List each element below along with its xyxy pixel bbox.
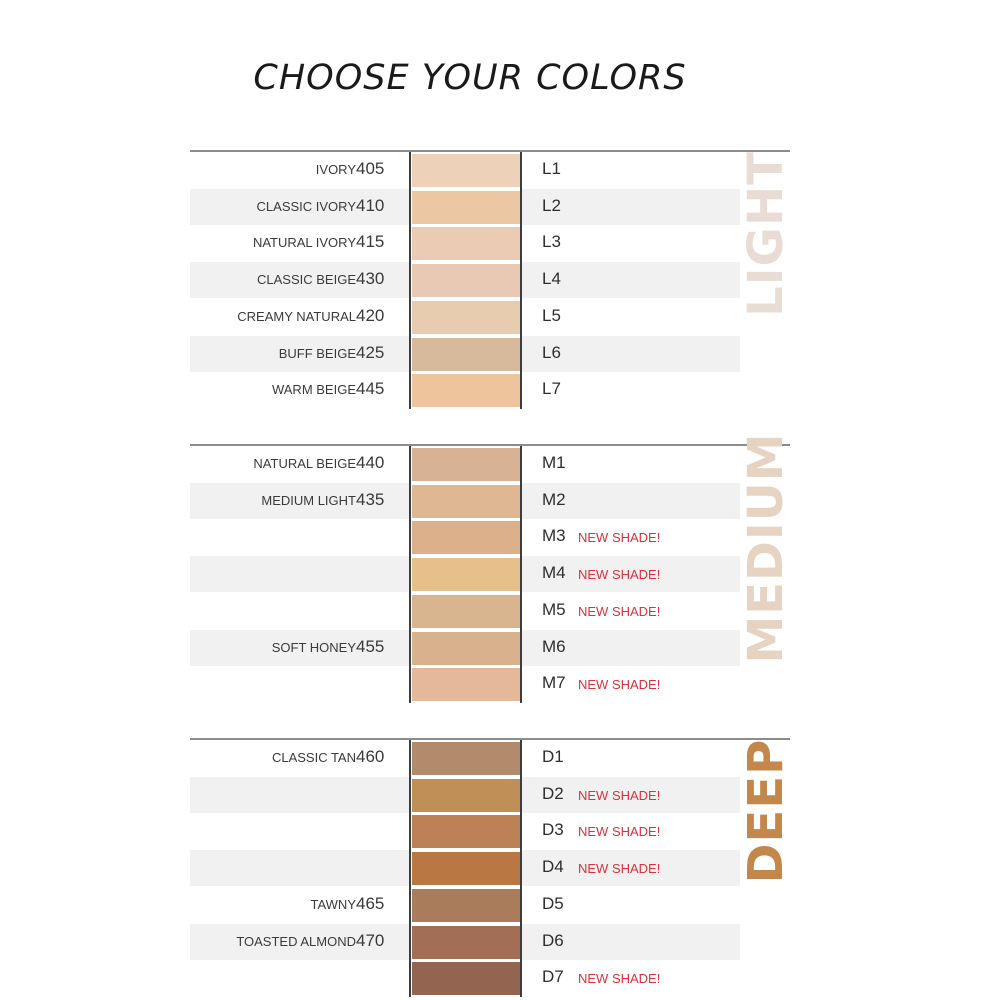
color-swatch [412, 558, 520, 591]
swatch-border-left [409, 740, 411, 997]
color-swatch [412, 926, 520, 959]
shade-code: M3 [542, 526, 566, 545]
shade-name: CLASSIC BEIGE [257, 272, 356, 287]
swatch-border-right [520, 446, 522, 703]
row-background-left [190, 666, 410, 702]
shade-number: 425 [356, 343, 385, 362]
color-swatch [412, 742, 520, 775]
row-background-left [190, 593, 410, 629]
shade-row-m5 [190, 593, 740, 629]
section-deep [190, 738, 790, 997]
shade-number: 405 [356, 159, 385, 178]
swatch-border-left [409, 152, 411, 409]
shade-name: SOFT HONEY [271, 640, 356, 655]
new-shade-badge: NEW SHADE! [578, 788, 661, 803]
shade-number: 470 [356, 931, 385, 950]
swatch-border-right [520, 740, 522, 997]
shade-number: 455 [356, 637, 385, 656]
shade-name: WARM BEIGE [271, 382, 356, 397]
shade-code: L2 [542, 196, 561, 215]
shade-code: L4 [542, 269, 561, 288]
color-swatch [412, 154, 520, 187]
shade-row-d1 [190, 740, 740, 776]
section-medium [190, 444, 790, 703]
shade-code: M4 [542, 563, 566, 582]
color-swatch [412, 632, 520, 665]
section-light [190, 150, 790, 409]
shade-code: D2 [542, 784, 564, 803]
color-swatch [412, 815, 520, 848]
shade-code: L3 [542, 232, 561, 251]
shade-row-d6 [190, 924, 740, 960]
color-swatch [412, 264, 520, 297]
shade-number: 440 [356, 453, 385, 472]
shade-code: M5 [542, 600, 566, 619]
color-swatch [412, 962, 520, 995]
shade-row-m1 [190, 446, 740, 482]
shade-row-m6 [190, 630, 740, 666]
shade-code: D4 [542, 857, 564, 876]
color-swatch [412, 485, 520, 518]
shade-row-l4 [190, 262, 740, 298]
shade-row-m4 [190, 556, 740, 592]
shade-row-d2 [190, 777, 740, 813]
shade-code: L6 [542, 343, 561, 362]
shade-row-l5 [190, 299, 740, 335]
row-background-left [190, 556, 410, 592]
shade-name: CLASSIC TAN [271, 750, 356, 765]
page-title: CHOOSE YOUR COLORS [253, 58, 687, 98]
new-shade-badge: NEW SHADE! [578, 604, 661, 619]
shade-row-d7 [190, 960, 740, 996]
shade-row-m2 [190, 483, 740, 519]
shade-number: 420 [356, 306, 385, 325]
shade-name: BUFF BEIGE [278, 346, 356, 361]
new-shade-badge: NEW SHADE! [578, 567, 661, 582]
new-shade-badge: NEW SHADE! [578, 971, 661, 986]
shade-code: M1 [542, 453, 566, 472]
row-background-left [190, 519, 410, 555]
row-background-left [190, 960, 410, 996]
shade-name: IVORY [315, 162, 356, 177]
shade-name: CLASSIC IVORY [256, 199, 356, 214]
shade-code: M2 [542, 490, 566, 509]
shade-code: M6 [542, 637, 566, 656]
shade-number: 430 [356, 269, 385, 288]
color-swatch [412, 889, 520, 922]
category-label-deep: DEEP [738, 738, 794, 884]
shade-code: D5 [542, 894, 564, 913]
color-swatch [412, 595, 520, 628]
shade-name: NATURAL IVORY [252, 235, 356, 250]
new-shade-badge: NEW SHADE! [578, 530, 661, 545]
category-label-light: LIGHT [738, 151, 794, 317]
shade-row-l7 [190, 372, 740, 408]
color-swatch [412, 668, 520, 701]
row-background-left [190, 850, 410, 886]
shade-code: D1 [542, 747, 564, 766]
shade-code: D6 [542, 931, 564, 950]
shade-number: 465 [356, 894, 385, 913]
shade-name: NATURAL BEIGE [253, 456, 356, 471]
shade-code: M7 [542, 673, 566, 692]
shade-name: TAWNY [310, 897, 356, 912]
row-background-left [190, 777, 410, 813]
shade-code: D7 [542, 967, 564, 986]
shade-row-d3 [190, 813, 740, 849]
row-background-left [190, 813, 410, 849]
new-shade-badge: NEW SHADE! [578, 677, 661, 692]
shade-name: TOASTED ALMOND [236, 934, 356, 949]
color-swatch [412, 301, 520, 334]
shade-code: L5 [542, 306, 561, 325]
color-swatch [412, 852, 520, 885]
shade-row-m3 [190, 519, 740, 555]
color-swatch [412, 448, 520, 481]
shade-row-l2 [190, 189, 740, 225]
shade-number: 435 [356, 490, 385, 509]
swatch-border-right [520, 152, 522, 409]
shade-number: 460 [356, 747, 385, 766]
shade-code: D3 [542, 820, 564, 839]
color-swatch [412, 521, 520, 554]
shade-row-d5 [190, 887, 740, 923]
shade-name: MEDIUM LIGHT [261, 493, 356, 508]
color-swatch [412, 779, 520, 812]
new-shade-badge: NEW SHADE! [578, 861, 661, 876]
color-swatch [412, 191, 520, 224]
shade-row-l3 [190, 225, 740, 261]
shade-row-m7 [190, 666, 740, 702]
shade-number: 410 [356, 196, 385, 215]
shade-number: 445 [356, 379, 385, 398]
shade-row-l6 [190, 336, 740, 372]
swatch-border-left [409, 446, 411, 703]
new-shade-badge: NEW SHADE! [578, 824, 661, 839]
color-swatch [412, 374, 520, 407]
shade-number: 415 [356, 232, 385, 251]
category-label-medium: MEDIUM [738, 432, 794, 664]
shade-code: L7 [542, 379, 561, 398]
color-swatch [412, 227, 520, 260]
shade-code: L1 [542, 159, 561, 178]
color-swatch [412, 338, 520, 371]
shade-row-d4 [190, 850, 740, 886]
shade-row-l1 [190, 152, 740, 188]
shade-name: CREAMY NATURAL [237, 309, 356, 324]
